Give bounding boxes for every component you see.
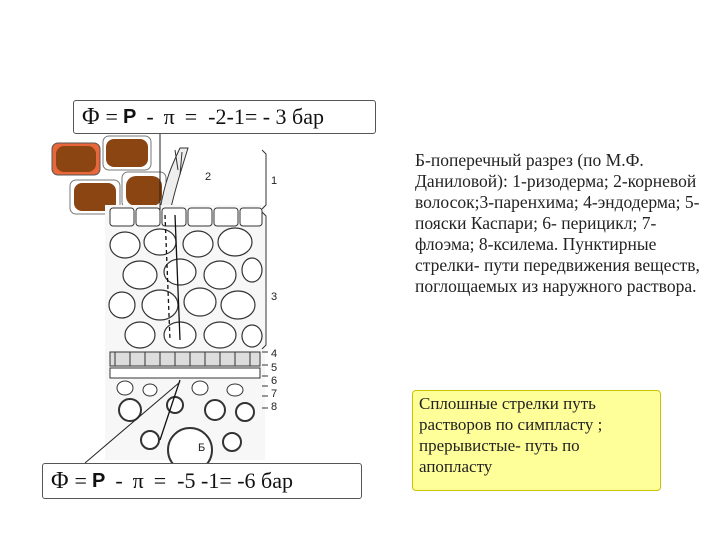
description-text: Б-поперечный разрез (по М.Ф. Даниловой): 1-ризодерма; 2-корневой волосок;3-паренхима; 4-эндодерма; 5- пояски Каспари; 6- перицикл; 7- флоэма; 8-ксилема. Пунктирные стрелки- пути передвижения веществ, поглощаемых из наружного раствора.	[415, 150, 700, 296]
formula-value: -5 -1= -6 бар	[177, 468, 294, 493]
diagram-label-b: Б	[198, 442, 206, 454]
diagram-label-8: 8	[271, 401, 278, 413]
phi-symbol: Φ	[51, 467, 69, 494]
pi-symbol: π	[132, 468, 144, 493]
endodermis-layer	[110, 352, 260, 366]
equals-sign: =	[105, 104, 118, 129]
diagram-label-2: 2	[205, 171, 212, 183]
diagram-label-3: 3	[271, 291, 278, 303]
equals-sign: =	[184, 104, 198, 129]
pi-symbol: π	[163, 104, 175, 129]
pressure-symbol: P	[91, 469, 106, 492]
water-potential-formula-bottom	[42, 463, 362, 499]
pressure-symbol: P	[122, 105, 137, 128]
equals-sign: =	[153, 468, 167, 493]
soil-particles	[52, 136, 166, 214]
figure-description	[415, 150, 705, 297]
minus-sign: -	[146, 104, 154, 129]
diagram-label-7: 7	[271, 388, 278, 400]
formula-value: -2-1= - 3 бар	[208, 104, 325, 129]
equals-sign: =	[74, 468, 87, 493]
water-potential-formula-top	[73, 100, 376, 134]
phi-symbol: Φ	[82, 103, 100, 130]
minus-sign: -	[115, 468, 123, 493]
note-text: Сплошные стрелки путь растворов по симпласту ; прерывистые- путь по апопласту	[419, 394, 603, 476]
highlighted-note	[412, 390, 661, 491]
diagram-label-4: 4	[271, 348, 278, 360]
diagram-label-1: 1	[271, 175, 278, 187]
diagram-label-6: 6	[271, 375, 278, 387]
diagram-label-5: 5	[271, 362, 278, 374]
